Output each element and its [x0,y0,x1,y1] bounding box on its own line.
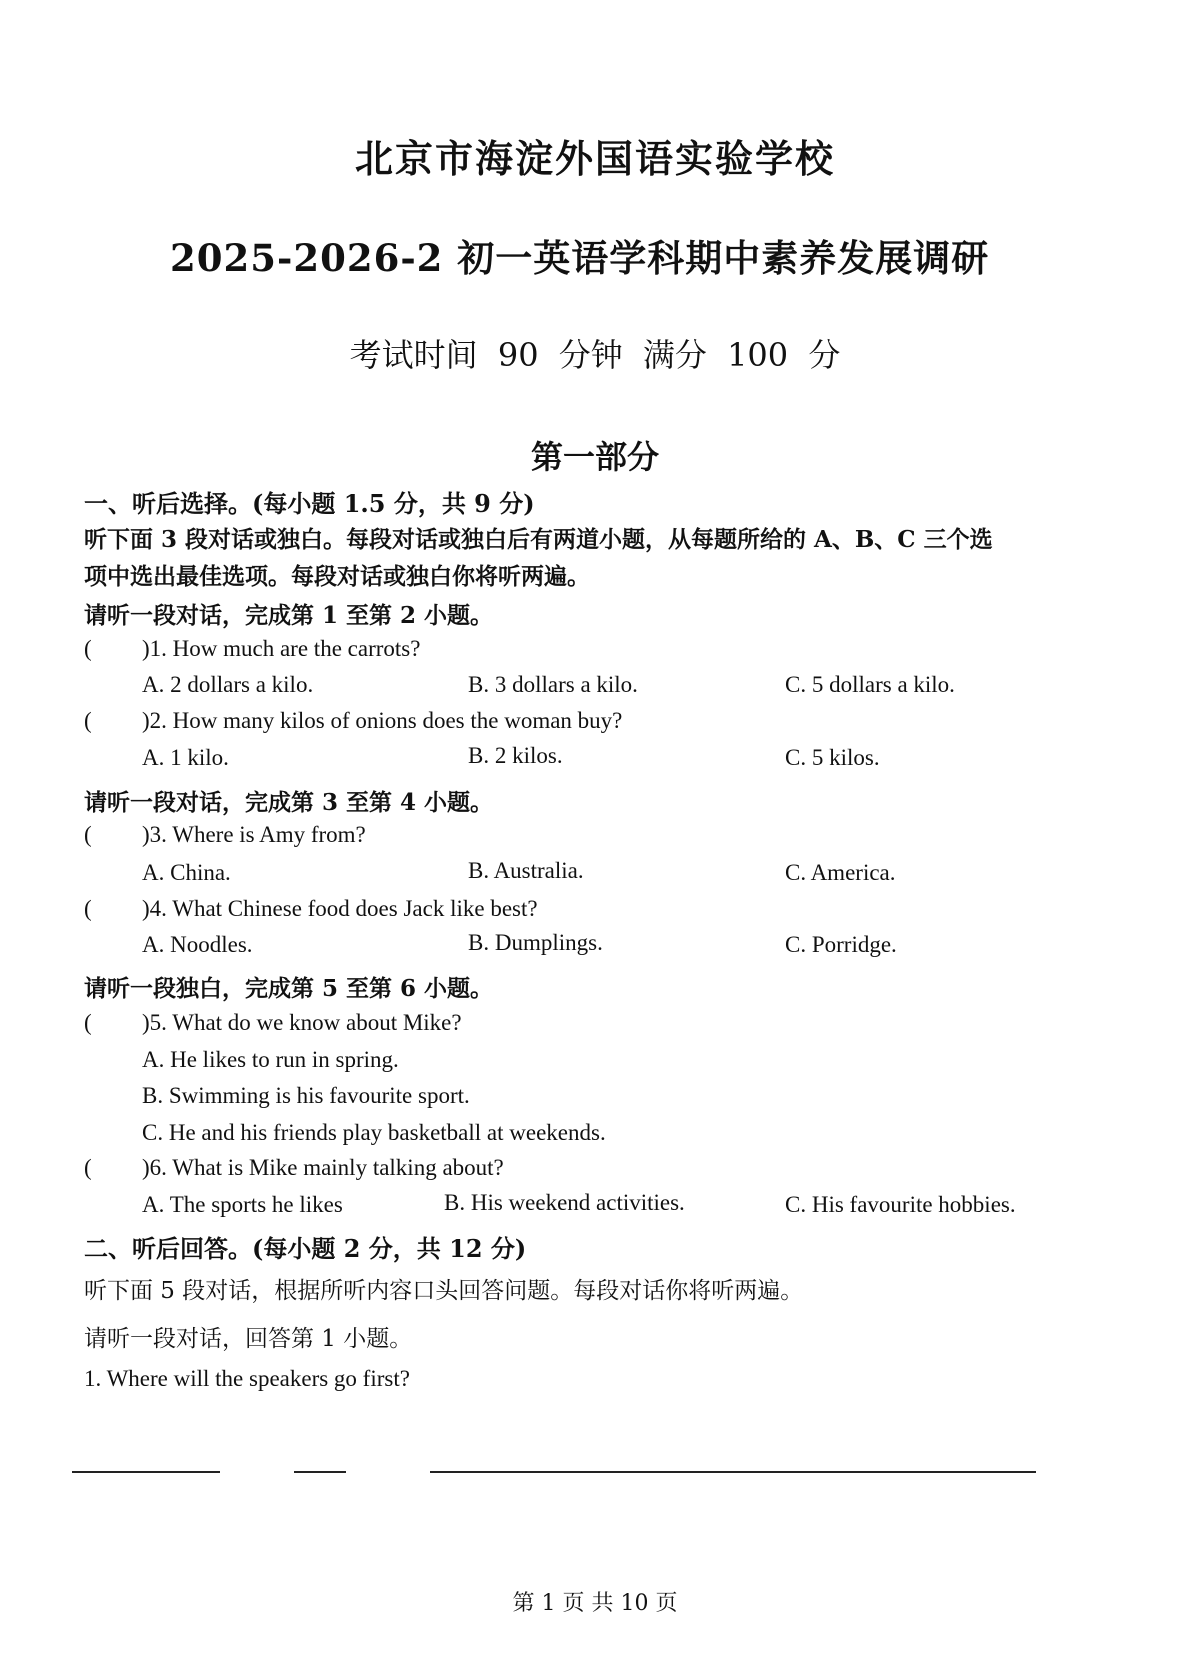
option-c: C. America. [785,860,896,885]
answer-blank[interactable]: ( [84,1010,92,1035]
option-a: A. Noodles. [142,932,253,957]
group2-instruction: 请听一段对话，完成第 3 至第 4 小题。 [84,789,494,816]
section1-heading: 一、听后选择。(每小题 1.5 分，共 9 分) [84,489,535,518]
option-a: A. He likes to run in spring. [142,1047,399,1072]
group1-instruction: 请听一段对话，完成第 1 至第 2 小题。 [84,602,494,629]
question-stem: )2. How many kilos of onions does the woman buy? [142,708,623,733]
option-b: B. Australia. [468,858,584,883]
option-b: B. His weekend activities. [444,1190,685,1215]
question-stem: )6. What is Mike mainly talking about? [142,1155,504,1180]
answer-line[interactable] [72,1471,220,1473]
option-a: A. The sports he likes [142,1192,343,1217]
option-b: B. Swimming is his favourite sport. [142,1083,470,1108]
page-number: 第 1 页 共 10 页 [512,1591,678,1616]
question-2 [84,708,622,734]
option-c: C. He and his friends play basketball at weekends. [142,1120,606,1145]
question-stem: )4. What Chinese food does Jack like best? [142,896,538,921]
section2-group1-instruction: 请听一段对话，回答第 1 小题。 [84,1326,413,1352]
option-a: A. 1 kilo. [142,745,229,770]
question-1 [84,636,420,662]
option-b: B. 3 dollars a kilo. [468,672,638,697]
section2-question-1: 1. Where will the speakers go first? [84,1366,410,1391]
question-3 [84,822,366,848]
answer-blank[interactable]: ( [84,1155,92,1180]
answer-blank[interactable]: ( [84,896,92,921]
exam-title: 2025-2026-2 初一英语学科期中素养发展调研 [170,236,990,280]
answer-line[interactable] [430,1471,1036,1473]
option-c: C. His favourite hobbies. [785,1192,1016,1217]
option-b: B. Dumplings. [468,930,603,955]
section2-heading: 二、听后回答。(每小题 2 分，共 12 分) [84,1234,527,1263]
option-a: A. 2 dollars a kilo. [142,672,314,697]
option-c: C. Porridge. [785,932,897,957]
answer-blank[interactable]: ( [84,708,92,733]
question-stem: )3. Where is Amy from? [142,822,366,847]
school-name: 北京市海淀外国语实验学校 [354,136,835,181]
option-b: B. 2 kilos. [468,743,563,768]
section2-instruction: 听下面 5 段对话，根据所听内容口头回答问题。每段对话你将听两遍。 [84,1278,804,1304]
section1-instruction-line2: 项中选出最佳选项。每段对话或独白你将听两遍。 [84,563,590,590]
question-4 [84,896,538,922]
group3-instruction: 请听一段独白，完成第 5 至第 6 小题。 [84,975,494,1002]
option-c: C. 5 dollars a kilo. [785,672,955,697]
answer-line[interactable] [294,1471,346,1473]
answer-blank[interactable]: ( [84,636,92,661]
part-title: 第一部分 [530,438,659,476]
option-c: C. 5 kilos. [785,745,880,770]
question-stem: )1. How much are the carrots? [142,636,421,661]
exam-time-info: 考试时间 90 分钟 满分 100 分 [349,336,841,374]
question-5 [84,1010,462,1036]
question-stem: )5. What do we know about Mike? [142,1010,462,1035]
option-a: A. China. [142,860,231,885]
section1-instruction-line1: 听下面 3 段对话或独白。每段对话或独白后有两道小题，从每题所给的 A、B、C 三个选 [84,526,993,553]
question-6 [84,1155,504,1181]
answer-blank[interactable]: ( [84,822,92,847]
